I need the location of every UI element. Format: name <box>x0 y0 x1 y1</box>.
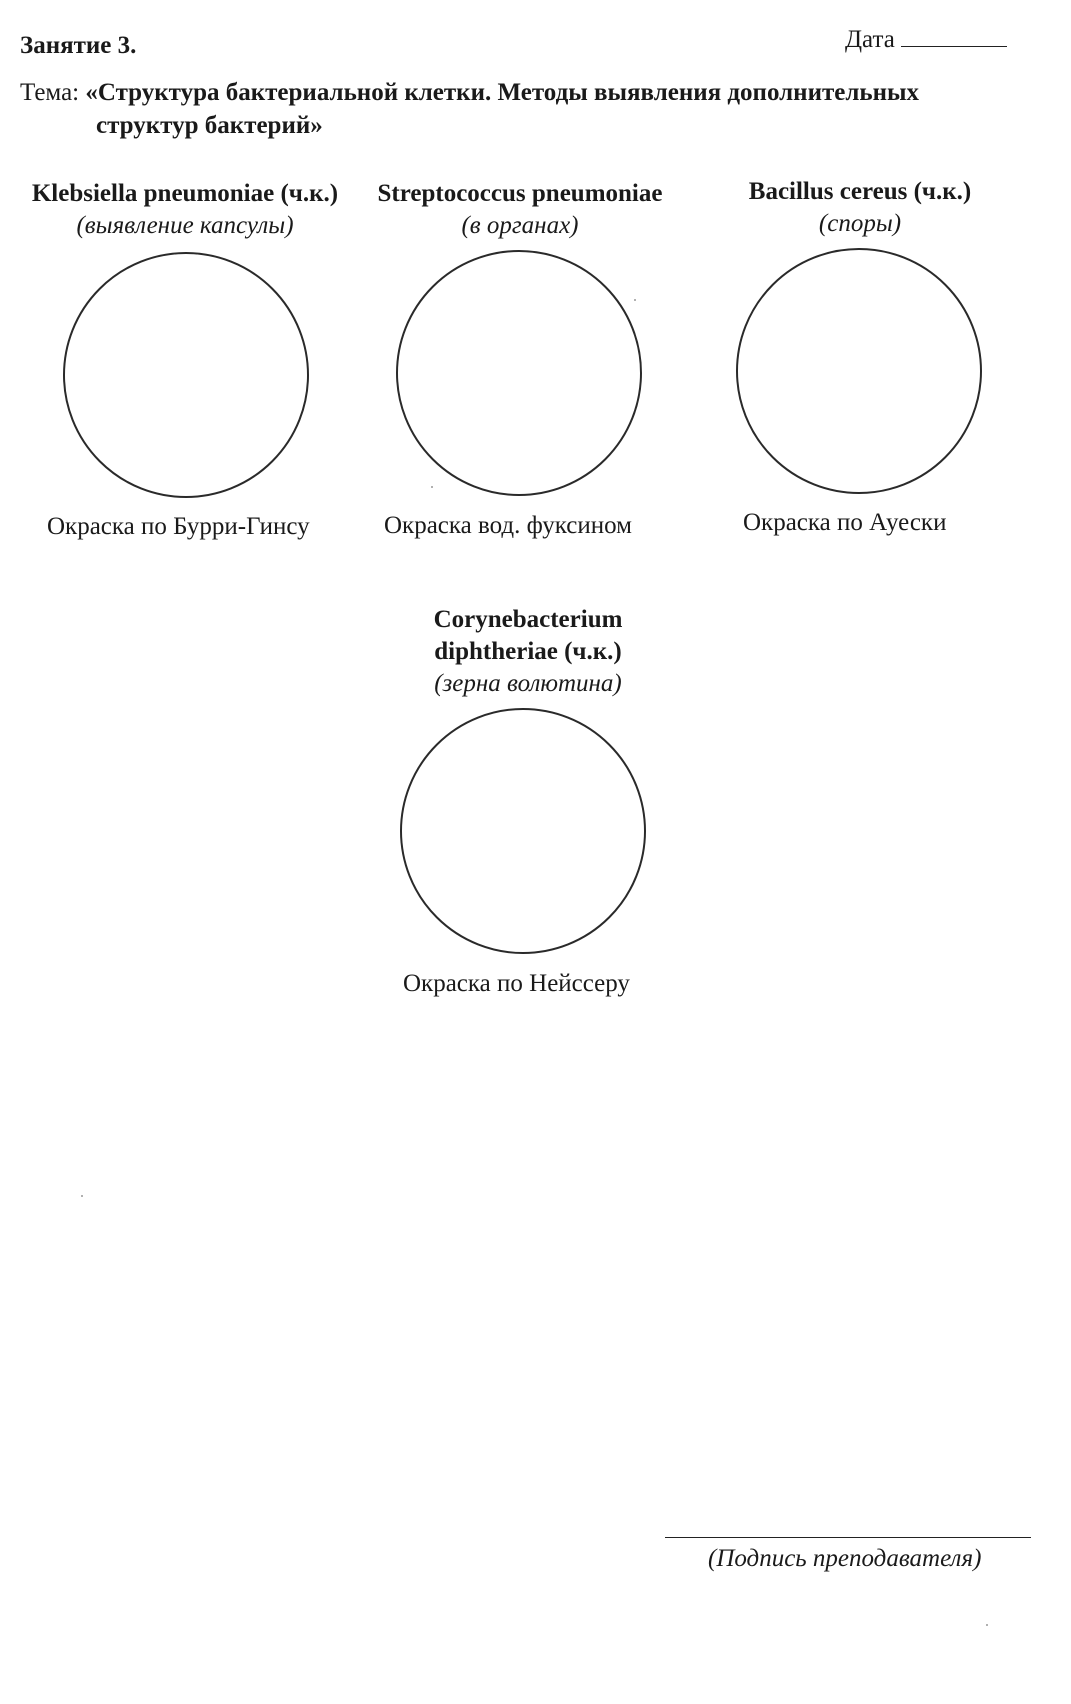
date-label: Дата <box>845 26 895 53</box>
specimen-note: (споры) <box>818 210 902 237</box>
drawing-circle[interactable] <box>400 708 646 954</box>
specimen-streptococcus <box>360 178 680 539</box>
drawing-circle[interactable] <box>396 250 642 496</box>
stain-method: Окраска по Нейссеру <box>403 970 630 997</box>
specimen-name: Streptococcus pneumoniae <box>377 180 663 207</box>
signature-caption: (Подпись преподавателя) <box>708 1545 982 1572</box>
topic-label: Тема: <box>20 79 80 106</box>
signature-line[interactable] <box>665 1537 1031 1538</box>
date-blank-line[interactable] <box>901 30 1007 47</box>
specimen-klebsiella <box>20 178 350 540</box>
topic <box>20 76 1020 142</box>
topic-title-line1: «Структура бактериальной клетки. Методы выявления дополнительных <box>85 79 920 106</box>
specimen-note: (выявление капсулы) <box>76 212 294 239</box>
specimen-bacillus <box>700 176 1020 536</box>
scan-speck <box>431 486 433 488</box>
lesson-number: Занятие 3. <box>20 32 137 59</box>
specimen-note: (в органах) <box>461 212 579 239</box>
specimen-name: Bacillus cereus (ч.к.) <box>748 178 972 205</box>
topic-title-line2: структур бактерий» <box>96 112 323 139</box>
scan-speck <box>986 1624 988 1626</box>
scan-speck <box>634 299 636 301</box>
stain-method: Окраска по Бурри-Гинсу <box>47 513 310 540</box>
stain-method: Окраска по Ауески <box>743 509 947 536</box>
stain-method: Окраска вод. фуксином <box>384 512 632 539</box>
specimen-name-line2: diphtheriae (ч.к.) <box>434 638 622 665</box>
specimen-name-line1: Corynebacterium <box>433 606 623 633</box>
specimen-name: Klebsiella pneumoniae (ч.к.) <box>31 180 339 207</box>
drawing-circle[interactable] <box>736 248 982 494</box>
specimen-corynebacterium <box>368 604 688 997</box>
specimen-note: (зерна волютина) <box>434 670 622 697</box>
drawing-circle[interactable] <box>63 252 309 498</box>
date-field <box>845 26 1007 54</box>
scan-speck <box>81 1195 83 1197</box>
